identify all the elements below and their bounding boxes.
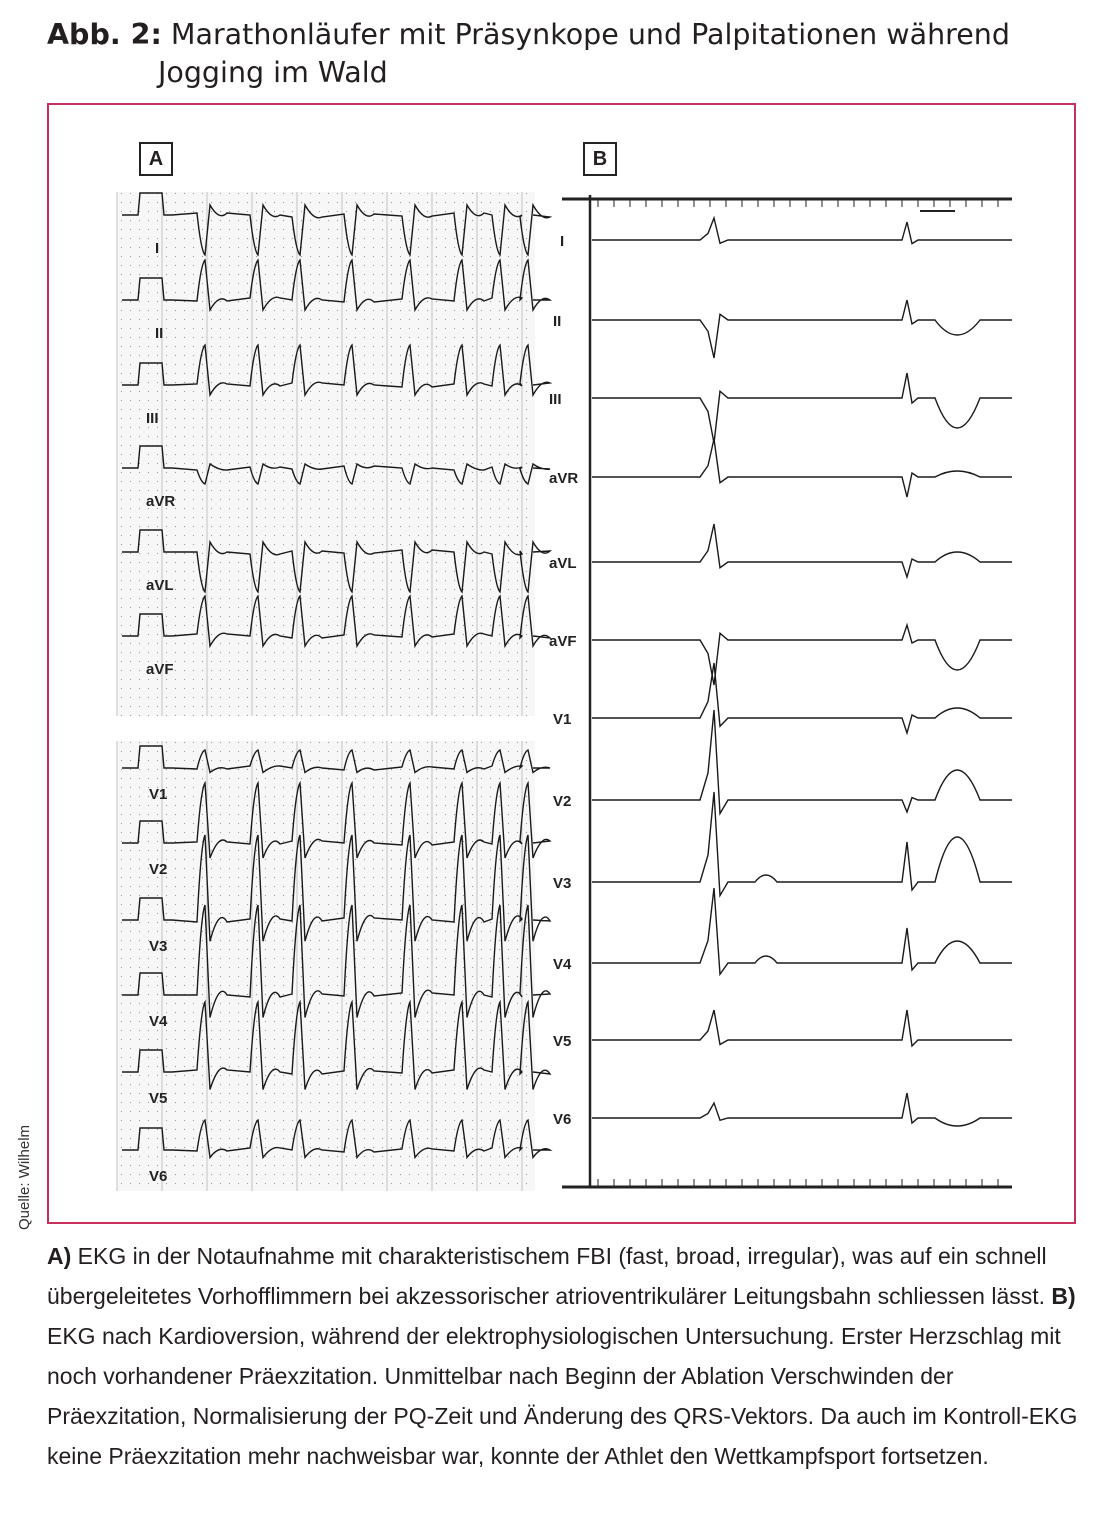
- ecg-b-label-avf: aVF: [549, 633, 577, 650]
- ecg-b-label-v5: V5: [553, 1033, 572, 1050]
- ecg-a-label-avf: aVF: [146, 661, 174, 678]
- ecg-b-trace-avf: [592, 625, 1012, 685]
- ecg-b-trace-v6: [592, 1093, 1012, 1126]
- ecg-b-trace-v3: [592, 792, 1012, 896]
- ecg-b-label-v4: V4: [553, 956, 572, 973]
- ecg-b-trace-v4: [592, 888, 1012, 974]
- panel-a-label: A: [139, 142, 173, 176]
- ecg-a-label-i: I: [155, 240, 160, 257]
- panel-b-label: B: [583, 142, 617, 176]
- ecg-b-label-v3: V3: [553, 875, 572, 892]
- ecg-b-label-i: I: [560, 233, 565, 250]
- ecg-b-trace-v5: [592, 1010, 1012, 1046]
- ecg-a-label-iii: III: [146, 410, 159, 427]
- ecg-b-trace-avr: [592, 439, 1012, 497]
- ecg-a-label-v5: V5: [149, 1090, 168, 1107]
- ecg-b-trace-iii: [592, 373, 1012, 443]
- ecg-b-trace-ii: [592, 300, 1012, 358]
- ecg-a-chest-grid: [117, 741, 535, 1191]
- source-credit: Quelle: Wilhelm: [16, 1124, 33, 1230]
- figure-caption: [47, 1236, 1082, 1476]
- ecg-b-ticks: [598, 199, 998, 1187]
- ecg-a-label-v2: V2: [149, 861, 168, 878]
- ecg-b-trace-v2: [592, 710, 1012, 814]
- ecg-b-traces: [592, 218, 1012, 1126]
- ecg-b-label-iii: III: [549, 391, 562, 408]
- ecg-a-label-v3: V3: [149, 938, 168, 955]
- caption-a-text: EKG in der Notaufnahme mit charakteristischem FBI (fast, broad, irregular), was auf ein schnell übergeleitetes Vorhofflimmern bei akzessorischer atrioventrikulärer Leitungsbahn schliessen lässt.: [47, 1243, 1052, 1309]
- ecg-b-trace-i: [592, 218, 1012, 244]
- ecg-a-label-v1: V1: [149, 786, 168, 803]
- ecg-a-label-ii: II: [155, 325, 164, 342]
- ecg-a-label-v6: V6: [149, 1168, 168, 1185]
- ecg-a-label-avl: aVL: [146, 577, 174, 594]
- ecg-b-trace-v1: [592, 663, 1012, 733]
- ecg-b-lead-labels: [549, 233, 578, 1128]
- ecg-b-label-v1: V1: [553, 711, 572, 728]
- caption-a-label: A): [47, 1243, 72, 1269]
- figure-title-line2: Jogging im Wald: [158, 56, 388, 89]
- figure-title-line1: Marathonläufer mit Präsynkope und Palpitationen während: [170, 18, 1010, 51]
- figure-label: Abb. 2:: [47, 18, 162, 51]
- ecg-b-label-ii: II: [553, 313, 562, 330]
- ecg-b-label-v2: V2: [553, 793, 572, 810]
- ecg-a-label-v4: V4: [149, 1013, 168, 1030]
- ecg-b-label-avr: aVR: [549, 470, 579, 487]
- ecg-b-trace-avl: [592, 524, 1012, 577]
- caption-b-label: B): [1051, 1283, 1076, 1309]
- ecg-b-label-avl: aVL: [549, 555, 577, 572]
- ecg-b-label-v6: V6: [553, 1111, 572, 1128]
- ecg-a-label-avr: aVR: [146, 493, 176, 510]
- caption-b-text: EKG nach Kardioversion, während der elektrophysiologischen Untersuchung. Erster Herzschlag mit noch vorhandener Präexzitation. Unmittelbar nach Beginn der Ablation Verschwinden der Präexzitation, Normalisierung der PQ-Zeit und Änderung des QRS-Vektors. Da auch im Kontroll-EKG keine Präexzitation mehr nachweisbar war, konnte der Athlet den Wettkampfsport fortsetzen.: [47, 1323, 1078, 1469]
